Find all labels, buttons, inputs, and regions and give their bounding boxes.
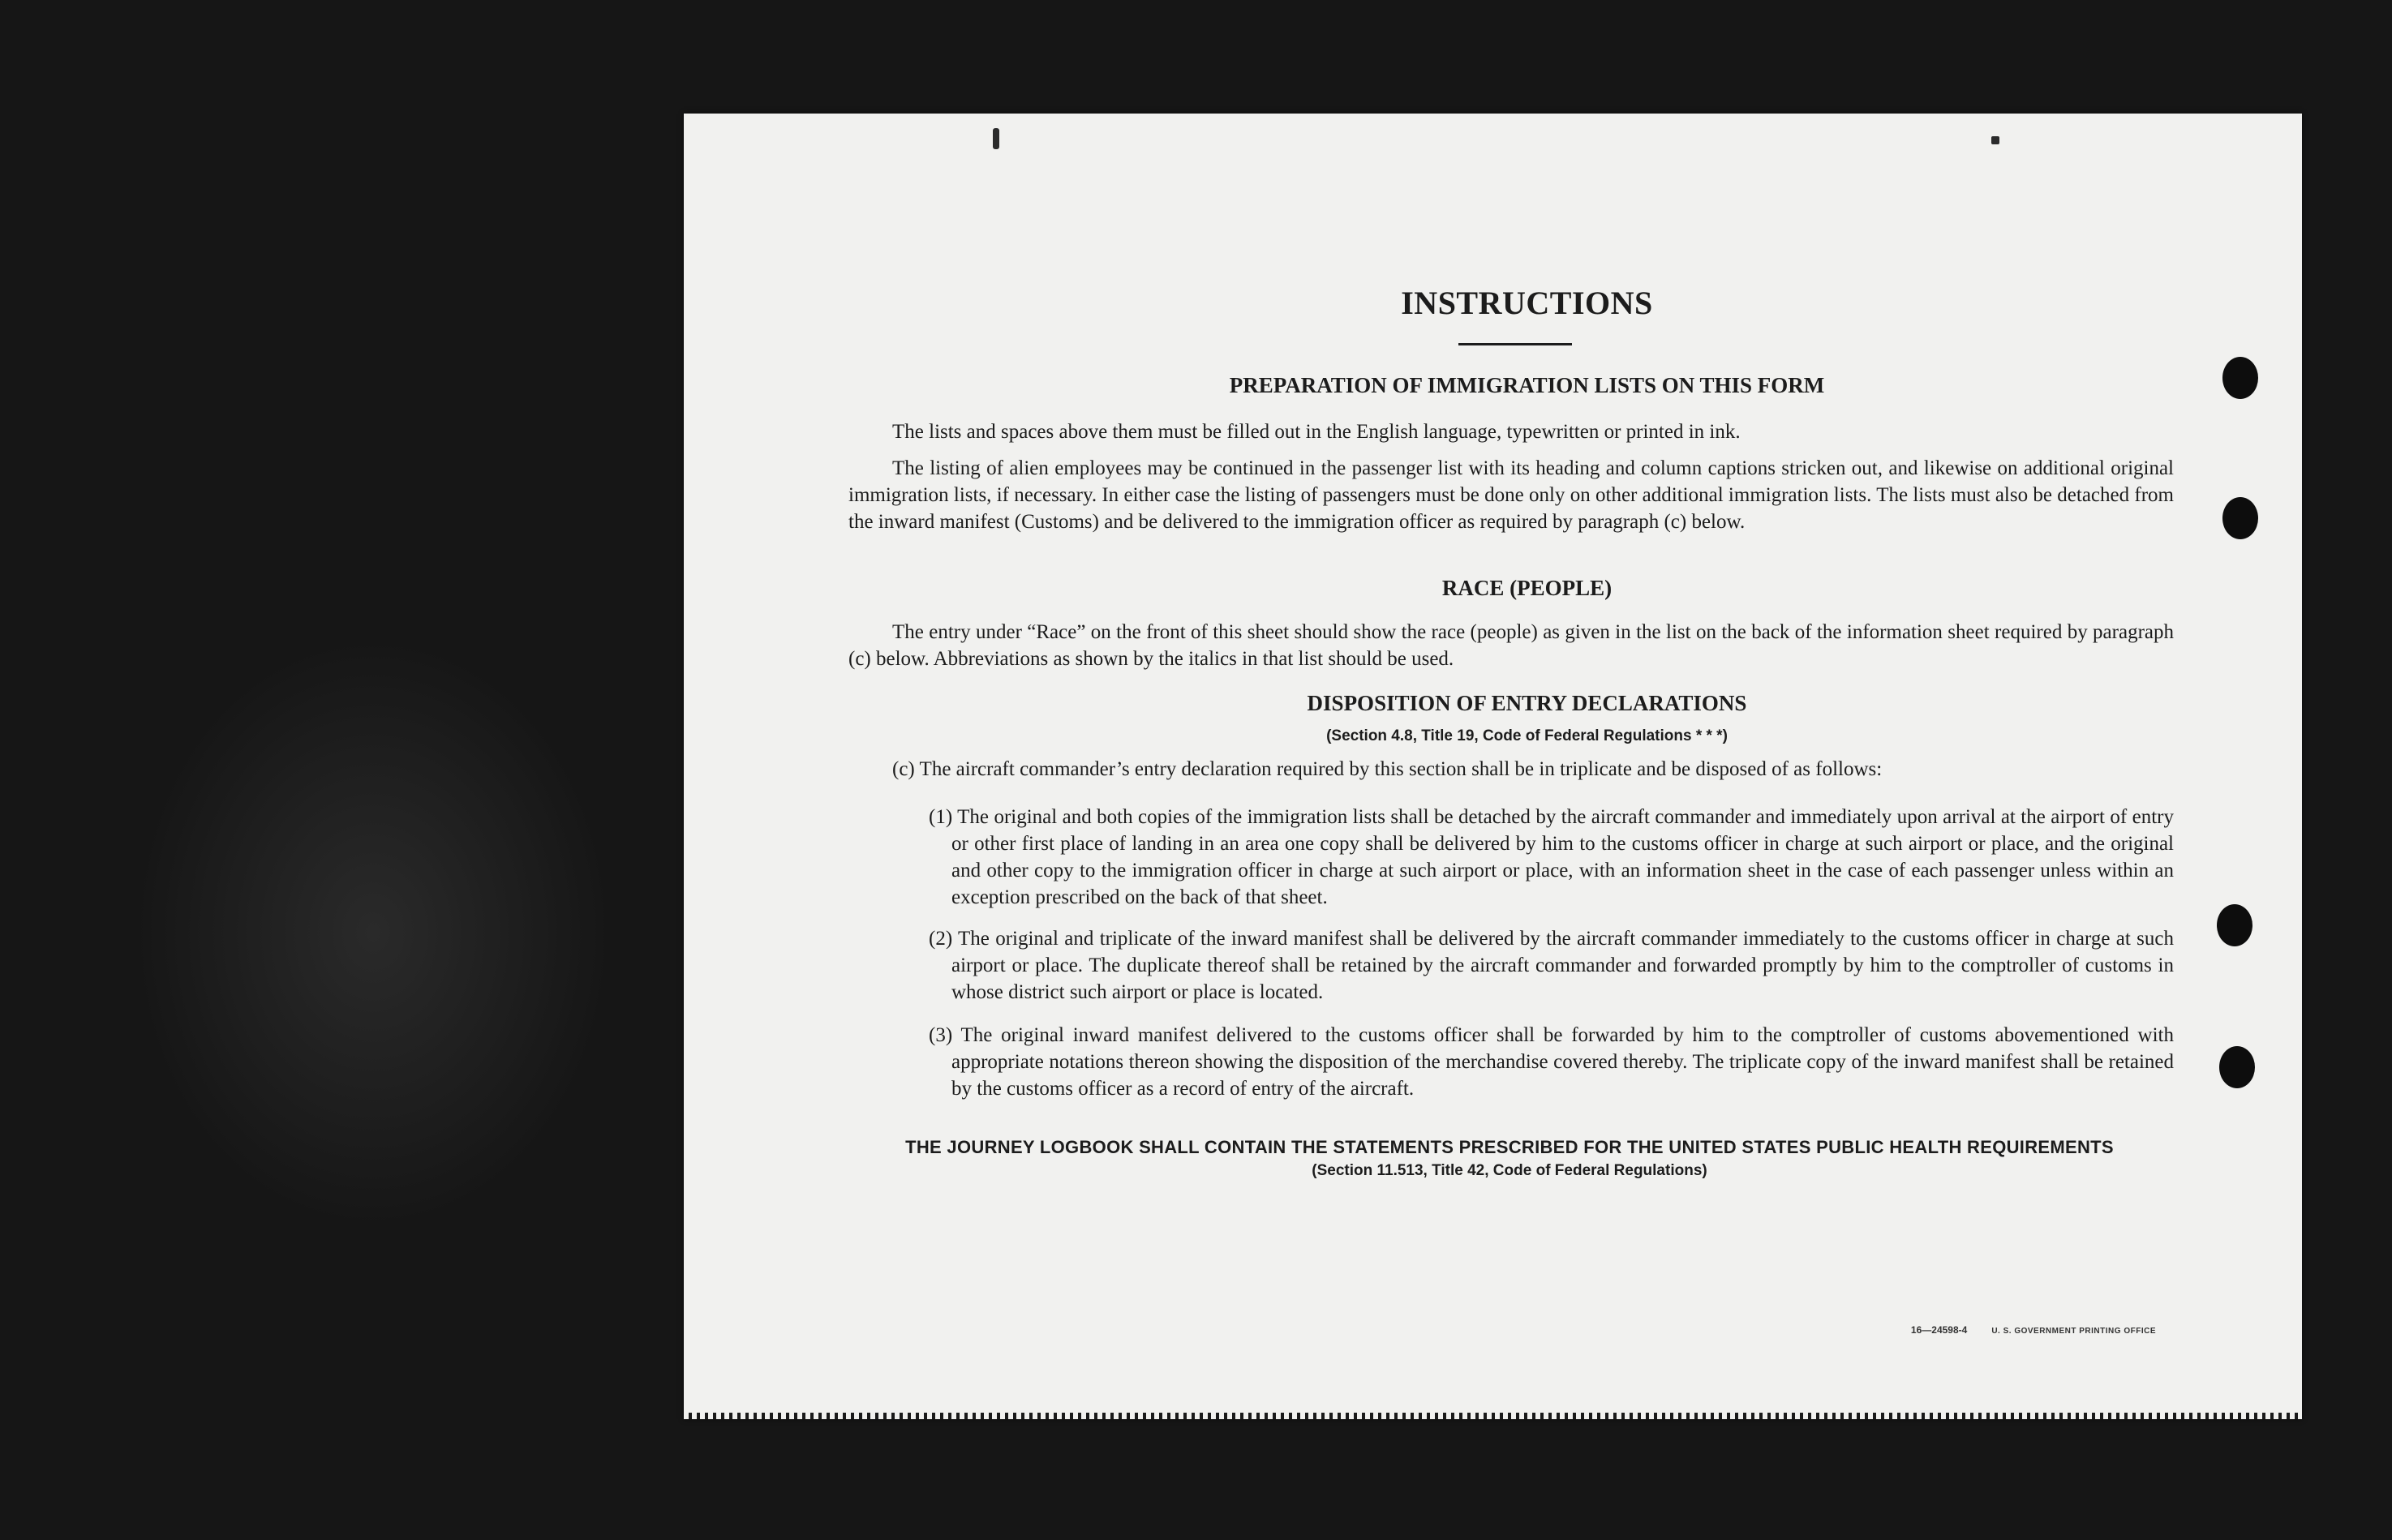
disposition-item-2: (2) The original and triplicate of the inward manifest shall be delivered by the aircraft commander immediately to the customs officer in charge at such airport or place. The duplicate thereof shall be retained by the aircraft commander and forwarded promptly by him to the comptroller of customs in whose district such airport or place is located. <box>929 928 2174 1003</box>
section-heading-preparation: PREPARATION OF IMMIGRATION LISTS ON THIS FORM <box>1229 373 1825 397</box>
torn-edge <box>684 1413 2302 1419</box>
instructions-content <box>684 114 2302 1419</box>
section-heading-disposition: DISPOSITION OF ENTRY DECLARATIONS <box>1307 691 1747 715</box>
printing-office: U. S. GOVERNMENT PRINTING OFFICE <box>1991 1327 2156 1336</box>
footer-citation: (Section 11.513, Title 42, Code of Federal Regulations) <box>1312 1162 1707 1179</box>
paragraph-preparation-1: The lists and spaces above them must be filled out in the English language, typewritten or printed in ink. <box>892 421 1741 443</box>
disposition-item-1: (1) The original and both copies of the immigration lists shall be detached by the aircraft commander and immediately upon arrival at the airport of entry or other first place of landing in an area one copy shall be delivered by him to the customs officer in charge at such airport or place, and the original and other copy to the immigration officer in charge at such airport or place, with an information sheet in the case of each passenger unless within an exception prescribed on the back of that sheet. <box>929 806 2174 908</box>
title-underline <box>1458 343 1572 345</box>
form-number: 16—24598-4 <box>1910 1324 1968 1336</box>
disposition-citation: (Section 4.8, Title 19, Code of Federal Regulations * * *) <box>1326 727 1728 744</box>
section-heading-race: RACE (PEOPLE) <box>1441 576 1613 600</box>
page-title: INSTRUCTIONS <box>1401 285 1653 321</box>
printer-imprint <box>1911 1324 2156 1336</box>
paragraph-preparation-2: The listing of alien employees may be continued in the passenger list with its heading and column captions stricken out, and likewise on additional original immigration lists, if necessary. In either case the listing of passengers must be done only on other additional immigration lists. The lists must also be detached from the inward manifest (Customs) and be delivered to the immigration officer as required by paragraph (c) below. <box>848 457 2174 533</box>
footer-heading: THE JOURNEY LOGBOOK SHALL CONTAIN THE STATEMENTS PRESCRIBED FOR THE UNITED STATES PUBLIC HEALTH REQUIREMENTS <box>905 1137 2114 1157</box>
paragraph-disposition-c: (c) The aircraft commander’s entry declaration required by this section shall be in triplicate and be disposed of as follows: <box>892 758 1883 780</box>
document-page <box>684 114 2302 1419</box>
disposition-item-3: (3) The original inward manifest delivered to the customs officer shall be forwarded by him to the comptroller of customs abovementioned with appropriate notations thereon showing the disposition of the merchandise covered thereby. The triplicate copy of the inward manifest shall be retained by the customs officer as a record of entry of the aircraft. <box>929 1024 2174 1100</box>
paragraph-race: The entry under “Race” on the front of this sheet should show the race (people) as given in the list on the back of the information sheet required by paragraph (c) below. Abbreviations as shown by the italics in that list should be used. <box>848 621 2174 670</box>
